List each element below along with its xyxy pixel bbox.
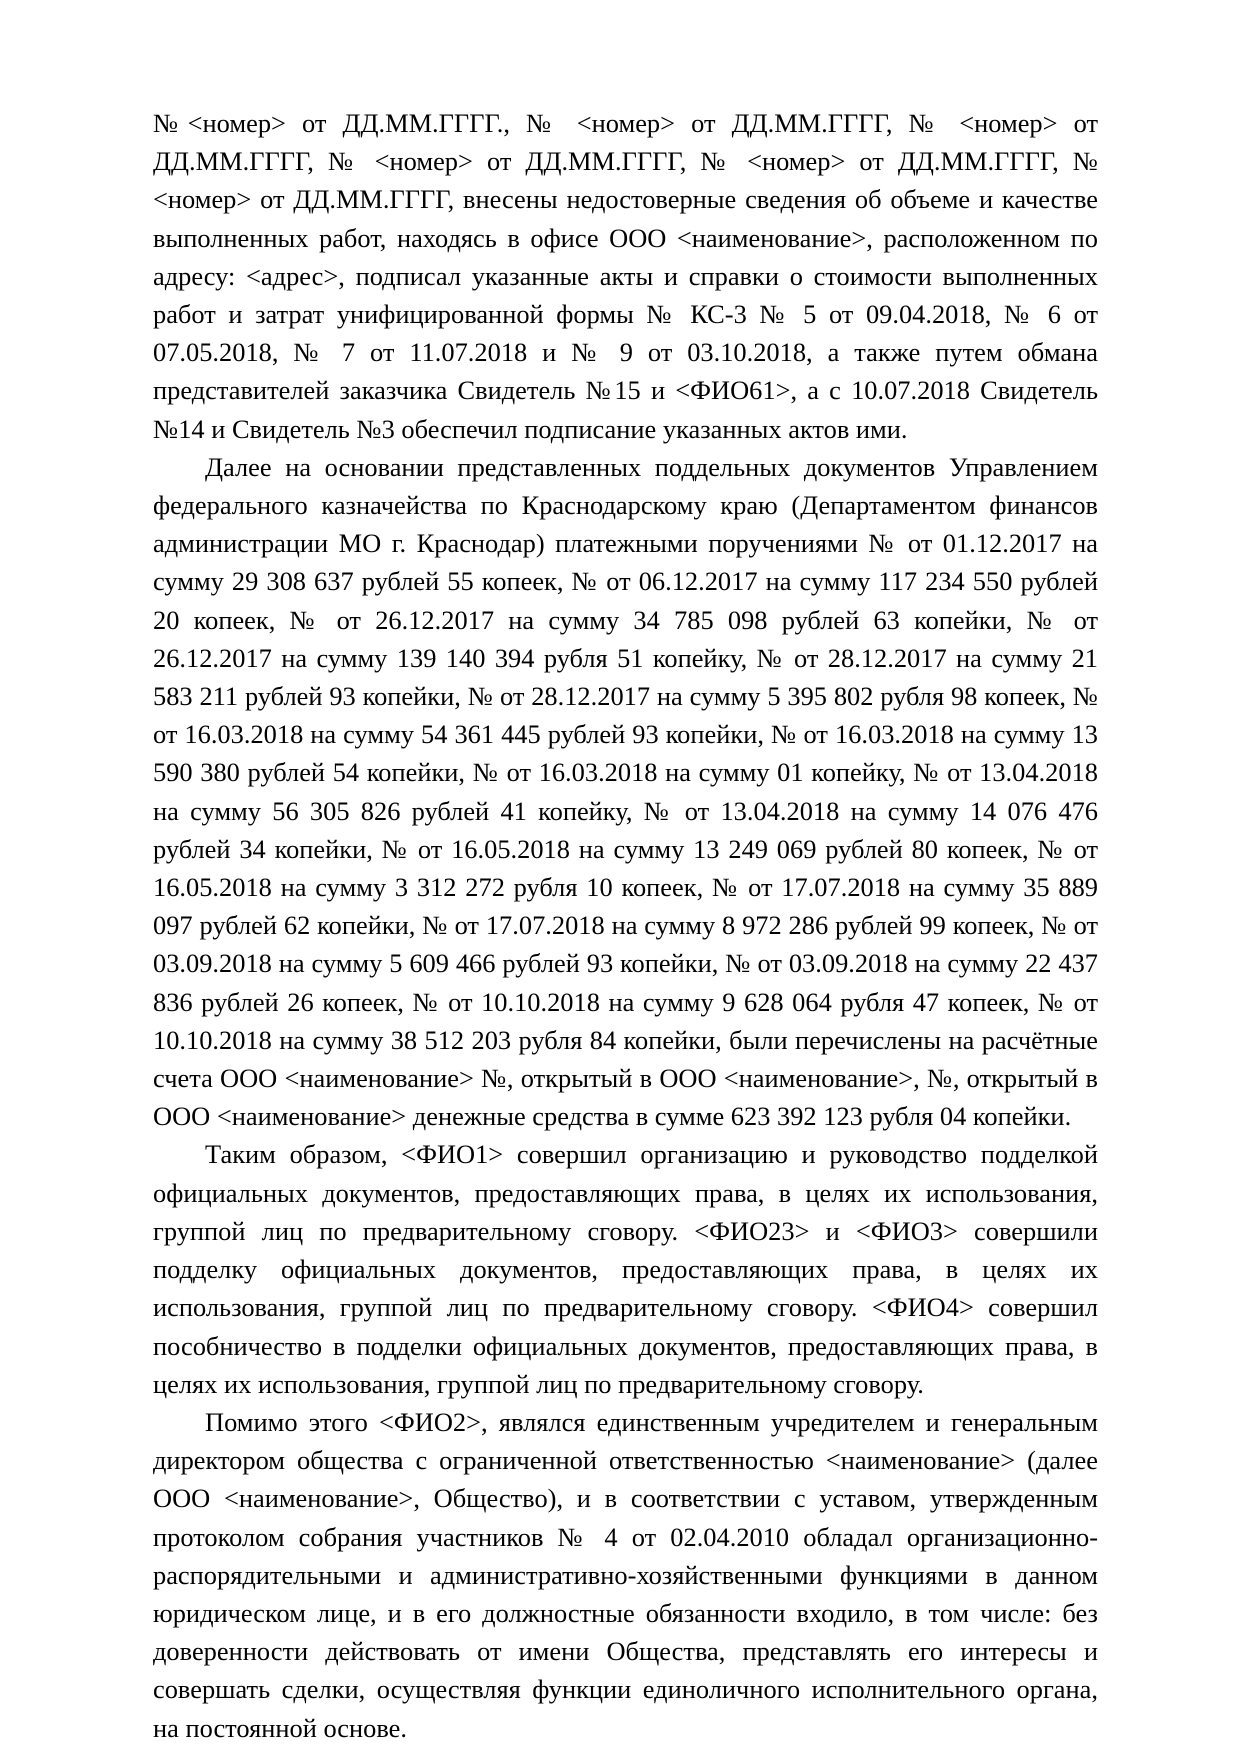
paragraph-3: Таким образом, <ФИО1> совершил организацию и руководство подделкой официальных документов, предоставляющих права, в целях их использования, группой лиц по предварительному сговору. <ФИО23> и <ФИО3> совершили подделку официальных документов, предоставляющих права, в целях их использования, группой лиц по предварительному сговору. <ФИО4> совершил пособничество в подделки официальных документов, предоставляющих права, в целях их использования, группой лиц по предварительному сговору. [153, 1139, 1098, 1399]
paragraph-2: Далее на основании представленных поддельных документов Управлением федерального казначейства по Краснодарскому краю (Департаментом финансов администрации МО г. Краснодар) платежными поручениями № от 01.12.2017 на сумму 29 308 637 рублей 55 копеек, № от 06.12.2017 на сумму 117 234 550 рублей 20 копеек, № от 26.12.2017 на сумму 34 785 098 рублей 63 копейки, № от 26.12.2017 на сумму 139 140 394 рубля 51 копейку, № от 28.12.2017 на сумму 21 583 211 рублей 93 копейки, № от 28.12.2017 на сумму 5 395 802 рубля 98 копеек, № от 16.03.2018 на сумму 54 361 445 рублей 93 копейки, № от 16.03.2018 на сумму 13 590 380 рублей 54 копейки, № от 16.03.2018 на сумму 01 копейку, № от 13.04.2018 на сумму 56 305 826 рублей 41 копейку, № от 13.04.2018 на сумму 14 076 476 рублей 34 копейки, № от 16.05.2018 на сумму 13 249 069 рублей 80 копеек, № от 16.05.2018 на сумму 3 312 272 рубля 10 копеек, № от 17.07.2018 на сумму 35 889 097 рублей 62 копейки, № от 17.07.2018 на сумму 8 972 286 рублей 99 копеек, № от 03.09.2018 на сумму 5 609 466 рублей 93 копейки, № от 03.09.2018 на сумму 22 437 836 рублей 26 копеек, № от 10.10.2018 на сумму 9 628 064 рубля 47 копеек, № от 10.10.2018 на сумму 38 512 203 рубля 84 копейки, были перечислены на расчётные счета ООО <наименование> №, открытый в ООО <наименование>, №, открытый в ООО <наименование> денежные средства в сумме 623 392 123 рубля 04 копейки. [153, 451, 1098, 1132]
document-text-body [153, 104, 1098, 1747]
paragraph-1: №<номер> от ДД.ММ.ГГГГ., № <номер> от ДД.ММ.ГГГГ, № <номер> от ДД.ММ.ГГГГ, № <номер> от ДД.ММ.ГГГГ, № <номер> от ДД.ММ.ГГГГ, № <номер> от ДД.ММ.ГГГГ, внесены недостоверные сведения об объеме и качестве выполненных работ, находясь в офисе ООО <наименование>, расположенном по адресу: <адрес>, подписал указанные акты и справки о стоимости выполненных работ и затрат унифицированной формы № КС-3 № 5 от 09.04.2018, № 6 от 07.05.2018, № 7 от 11.07.2018 и № 9 от 03.10.2018, а также путем обмана представителей заказчика Свидетель №15 и <ФИО61>, а с 10.07.2018 Свидетель №14 и Свидетель №3 обеспечил подписание указанных актов ими. [153, 108, 1098, 444]
paragraph-4: Помимо этого <ФИО2>, являлся единственным учредителем и генеральным директором общества с ограниченной ответственностью <наименование> (далее ООО <наименование>, Общество), и в соответствии с уставом, утвержденным протоколом собрания участников № 4 от 02.04.2010 обладал организационно-распорядительными и административно-хозяйственными функциями в данном юридическом лице, и в его должностные обязанности входило, в том числе: без доверенности действовать от имени Общества, представлять его интересы и совершать сделки, осуществляя функции единоличного исполнительного органа, на постоянной основе. [153, 1406, 1098, 1743]
